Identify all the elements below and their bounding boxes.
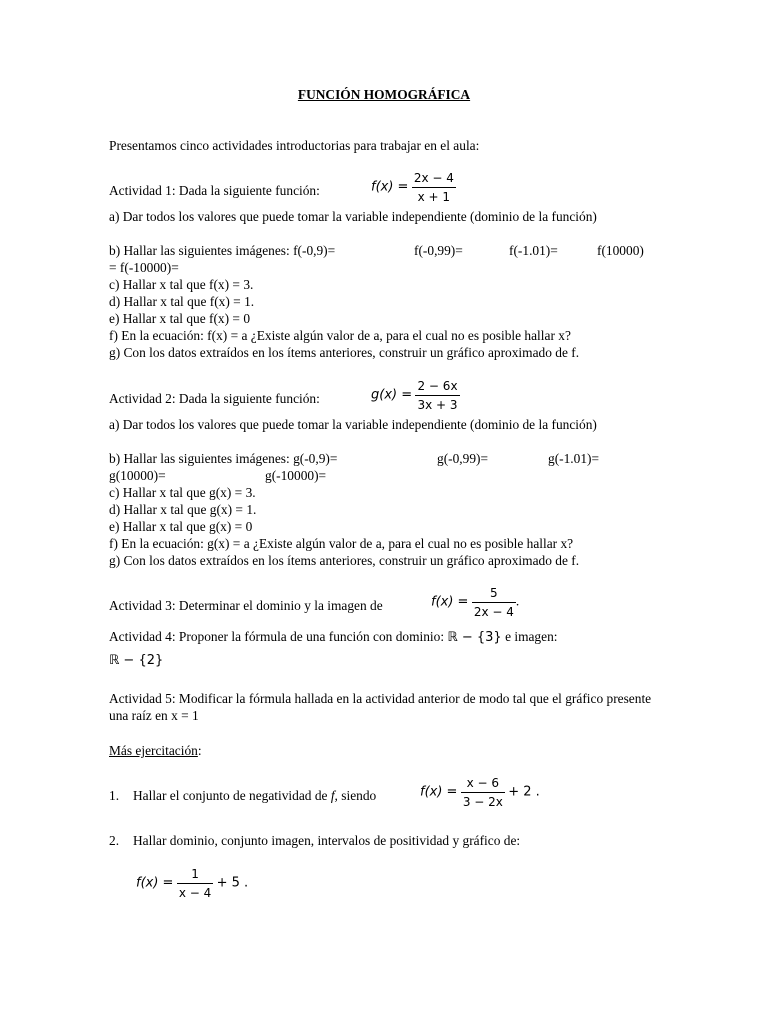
activity-1-item-e: e) Hallar x tal que f(x) = 0 [109,311,251,326]
intro-text: Presentamos cinco actividades introductorias para trabajar en el aula: [109,138,480,153]
page-title: FUNCIÓN HOMOGRÁFICA [297,87,471,102]
exercise-1: 1. Hallar el conjunto de negatividad de f, siendo [109,788,377,803]
activity-1-item-d: d) Hallar x tal que f(x) = 1. [109,294,255,309]
activity-2-item-b-value: g(-10000)= [265,468,327,483]
activity-4-lead: Actividad 4: Proponer la fórmula de una función con dominio: ℝ − {3} e imagen: [109,629,558,645]
activity-1-item-b-value: f(10000) [597,243,644,258]
activity-2-item-g: g) Con los datos extraídos en los ítems anteriores, construir un gráfico aproximado de f. [109,553,580,568]
activity-1-item-a: a) Dar todos los valores que puede tomar la variable independiente (dominio de la función) [109,209,597,224]
activity-2-lead: Actividad 2: Dada la siguiente función: [109,391,320,406]
exercise-2-formula: f(x) = $\frac{1}{x - 4}$ + 5 . [136,867,249,900]
activity-2-item-b-value: g(-1.01)= [548,451,600,466]
section-heading: Más ejercitación: [109,743,202,758]
activity-2-item-e: e) Hallar x tal que g(x) = 0 [109,519,253,534]
activity-3-lead: Actividad 3: Determinar el dominio y la imagen de [109,598,383,613]
activity-2-item-f: f) En la ecuación: g(x) = a ¿Existe algún valor de a, para el cual no es posible hallar x? [109,536,574,551]
activity-1-lead: Actividad 1: Dada la siguiente función: [109,183,320,198]
exercise-2: 2. Hallar dominio, conjunto imagen, intervalos de positividad y gráfico de: [109,833,521,848]
activity-3-formula: f(x) = $\frac{5}{2x - 4}$ . [431,586,520,619]
activity-2-item-b: b) Hallar las siguientes imágenes: g(-0,9)= [109,451,338,466]
activity-2-item-d: d) Hallar x tal que g(x) = 1. [109,502,257,517]
domain-set: ℝ − {3} [447,630,502,645]
activity-1-item-b-value: = f(-10000)= [109,260,179,275]
fraction: $\frac{2x - 4}{x + 1}$ [413,171,454,204]
activity-1-item-c: c) Hallar x tal que f(x) = 3. [109,277,254,292]
activity-1-formula: f(x) = $\frac{2x - 4}{x + 1}$ [371,171,454,204]
activity-1-item-g: g) Con los datos extraídos en los ítems anteriores, construir un gráfico aproximado de f. [109,345,580,360]
fraction: $\frac{1}{x - 4}$ [178,867,212,900]
activity-2-formula: g(x) = $\frac{2 - 6x}{3x + 3}$ [371,379,458,412]
activity-2-item-b-value: g(10000)= [109,468,166,483]
activity-2-item-c: c) Hallar x tal que g(x) = 3. [109,485,256,500]
activity-1-item-b-value: f(-0,99)= [414,243,463,258]
image-set: ℝ − {2} [109,653,164,668]
activity-2-item-b-value: g(-0,99)= [437,451,489,466]
activity-5-text: Actividad 5: Modificar la fórmula hallada en la actividad anterior de modo tal que el gráfico presente una raíz en x = 1 [109,691,652,723]
fraction: $\frac{5}{2x - 4}$ [473,586,514,619]
fraction: $\frac{2 - 6x}{3x + 3}$ [417,379,458,412]
fraction: $\frac{x - 6}{3 - 2x}$ [462,776,503,809]
exercise-1-formula: f(x) = $\frac{x - 6}{3 - 2x}$ + 2 . [420,776,540,809]
activity-1-item-f: f) En la ecuación: f(x) = a ¿Existe algún valor de a, para el cual no es posible hallar x? [109,328,571,343]
activity-1-item-b: b) Hallar las siguientes imágenes: f(-0,9)= [109,243,336,258]
activity-2-item-a: a) Dar todos los valores que puede tomar la variable independiente (dominio de la función) [109,417,597,432]
activity-1-item-b-value: f(-1.01)= [509,243,558,258]
